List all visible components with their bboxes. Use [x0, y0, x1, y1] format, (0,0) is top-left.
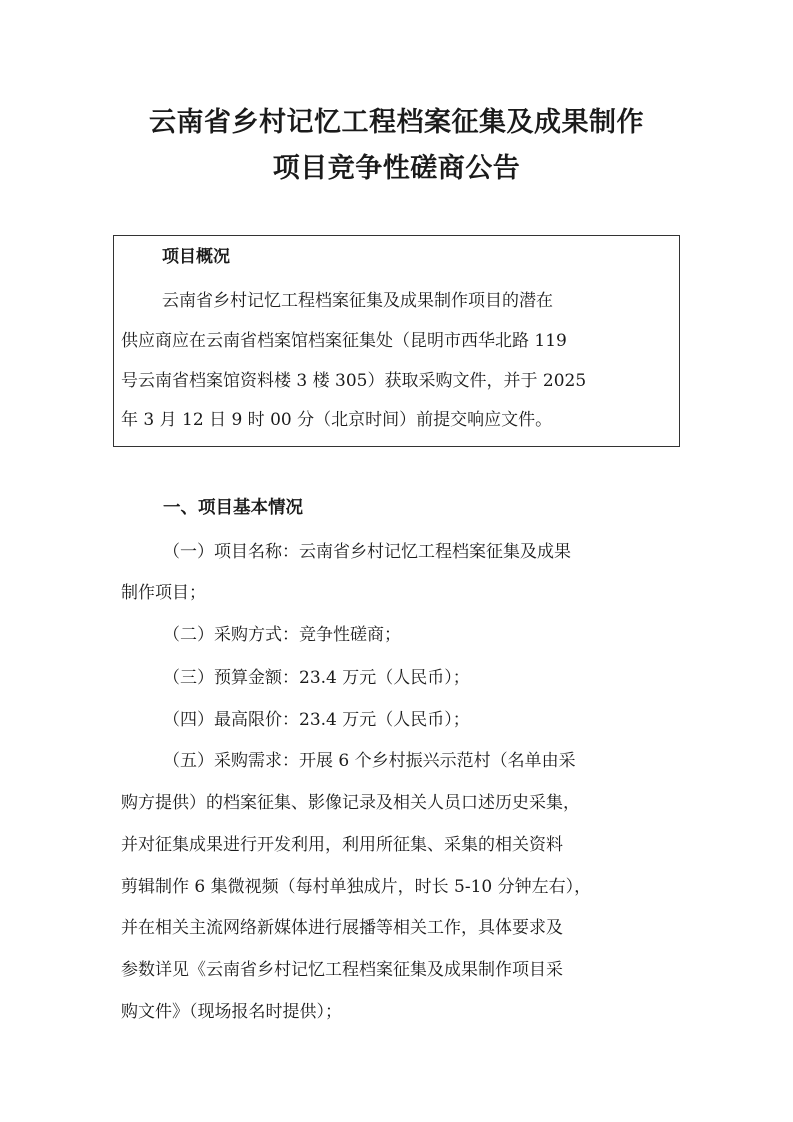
overview-line: 年 3 月 12 日 9 时 00 分（北京时间）前提交响应文件。: [121, 410, 553, 430]
body-line: （三）预算金额：23.4 万元（人民币）；: [163, 668, 470, 688]
body-line: 制作项目；: [121, 583, 206, 603]
body-line: 并对征集成果进行开发利用，利用所征集、采集的相关资料: [121, 835, 563, 855]
body-line: 并在相关主流网络新媒体进行展播等相关工作，具体要求及: [121, 918, 563, 938]
body-line: （四）最高限价：23.4 万元（人民币）；: [163, 710, 470, 730]
document-title-line-2: 项目竞争性磋商公告: [272, 153, 521, 184]
overview-line: 号云南省档案馆资料楼 3 楼 305）获取采购文件，并于 2025: [121, 371, 587, 391]
project-overview-box: [113, 235, 680, 447]
body-line: （一）项目名称：云南省乡村记忆工程档案征集及成果: [163, 542, 571, 562]
overview-heading: 项目概况: [162, 247, 230, 267]
overview-line: 供应商应在云南省档案馆档案征集处（昆明市西华北路 119: [121, 331, 567, 351]
body-line: （二）采购方式：竞争性磋商；: [163, 625, 401, 645]
overview-line: 云南省乡村记忆工程档案征集及成果制作项目的潜在: [162, 291, 553, 311]
body-line: 购文件》（现场报名时提供）；: [121, 1002, 342, 1022]
body-line: 参数详见《云南省乡村记忆工程档案征集及成果制作项目采: [121, 960, 563, 980]
section-heading: 一、项目基本情况: [163, 498, 303, 518]
document-title-line-1: 云南省乡村记忆工程档案征集及成果制作: [149, 107, 644, 138]
body-line: （五）采购需求：开展 6 个乡村振兴示范村（名单由采: [163, 751, 576, 771]
body-line: 剪辑制作 6 集微视频（每村单独成片，时长 5-10 分钟左右），: [121, 877, 592, 897]
body-line: 购方提供）的档案征集、影像记录及相关人员口述历史采集，: [121, 793, 580, 813]
